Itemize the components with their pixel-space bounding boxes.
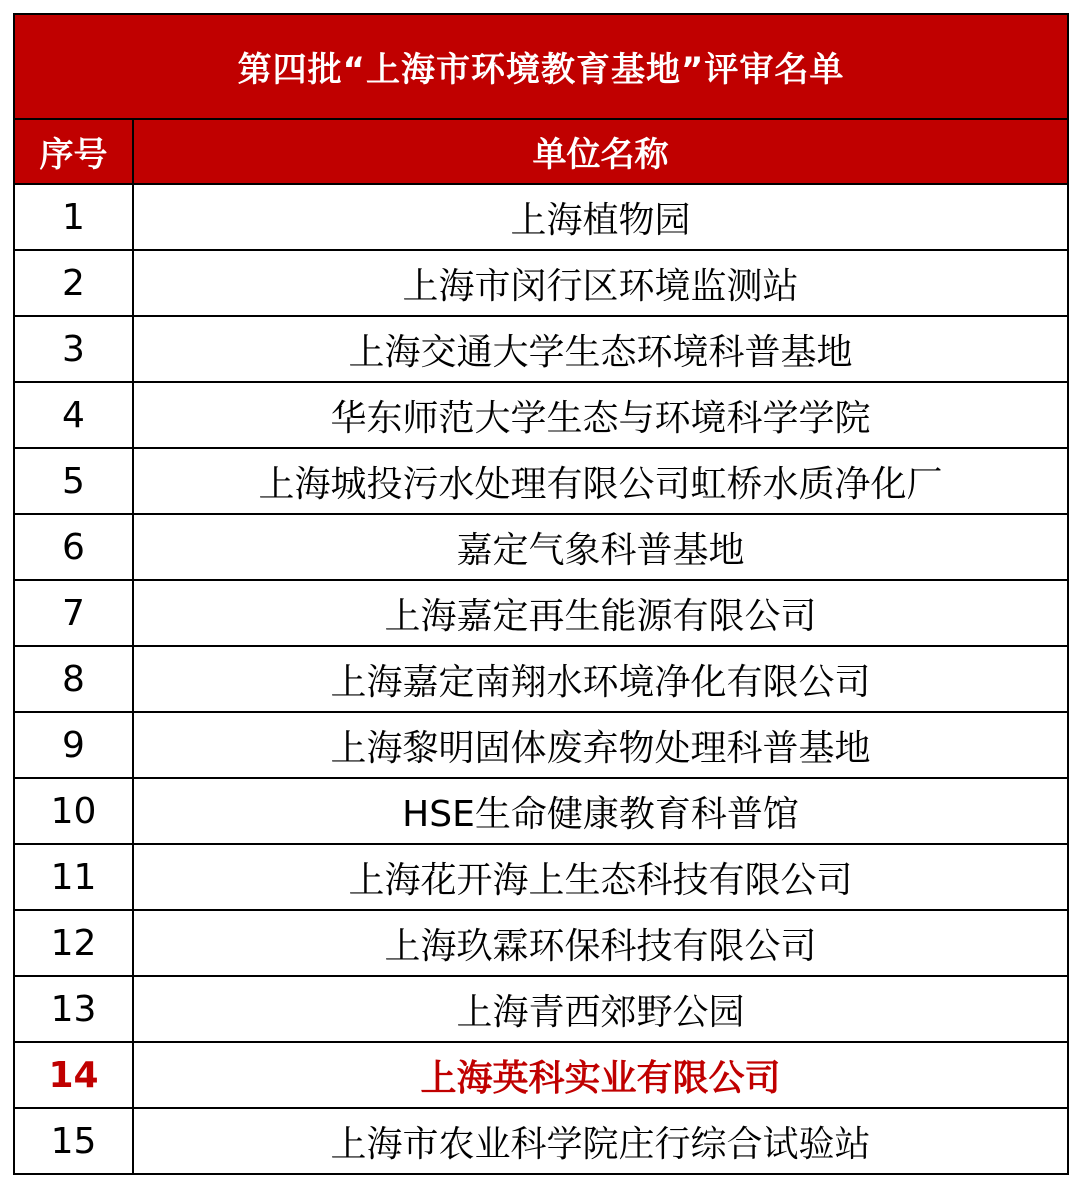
row-serial-number: 4 [14, 382, 133, 448]
row-unit-name: 上海城投污水处理有限公司虹桥水质净化厂 [133, 448, 1068, 514]
table-row [14, 646, 1068, 712]
table-row [14, 1108, 1068, 1174]
table-row [14, 976, 1068, 1042]
row-unit-name: 上海植物园 [133, 184, 1068, 250]
row-unit-name: 上海英科实业有限公司 [133, 1042, 1068, 1108]
row-serial-number: 14 [14, 1042, 133, 1108]
title-row [14, 14, 1068, 119]
row-serial-number: 3 [14, 316, 133, 382]
header-serial-number: 序号 [14, 119, 133, 184]
row-unit-name: 上海市农业科学院庄行综合试验站 [133, 1108, 1068, 1174]
row-serial-number: 12 [14, 910, 133, 976]
table-row [14, 514, 1068, 580]
table-row [14, 316, 1068, 382]
row-unit-name: 上海交通大学生态环境科普基地 [133, 316, 1068, 382]
header-unit-name: 单位名称 [133, 119, 1068, 184]
row-unit-name: 上海青西郊野公园 [133, 976, 1068, 1042]
table-row [14, 778, 1068, 844]
table-row [14, 382, 1068, 448]
row-serial-number: 8 [14, 646, 133, 712]
row-unit-name: 上海嘉定再生能源有限公司 [133, 580, 1068, 646]
row-serial-number: 10 [14, 778, 133, 844]
row-serial-number: 9 [14, 712, 133, 778]
table-title: 第四批“上海市环境教育基地”评审名单 [14, 14, 1068, 119]
row-unit-name: HSE生命健康教育科普馆 [133, 778, 1068, 844]
header-row [14, 119, 1068, 184]
row-serial-number: 1 [14, 184, 133, 250]
table-row [14, 712, 1068, 778]
table-row [14, 844, 1068, 910]
row-serial-number: 13 [14, 976, 133, 1042]
row-serial-number: 11 [14, 844, 133, 910]
row-unit-name: 上海黎明固体废弃物处理科普基地 [133, 712, 1068, 778]
row-unit-name: 上海市闵行区环境监测站 [133, 250, 1068, 316]
table-row [14, 250, 1068, 316]
row-serial-number: 7 [14, 580, 133, 646]
table-row [14, 580, 1068, 646]
table-row [14, 184, 1068, 250]
row-serial-number: 5 [14, 448, 133, 514]
evaluation-list-sheet [13, 13, 1067, 1175]
row-unit-name: 华东师范大学生态与环境科学学院 [133, 382, 1068, 448]
table-body [14, 184, 1068, 1174]
evaluation-list-table [13, 13, 1069, 1175]
row-unit-name: 上海嘉定南翔水环境净化有限公司 [133, 646, 1068, 712]
row-unit-name: 上海花开海上生态科技有限公司 [133, 844, 1068, 910]
row-serial-number: 15 [14, 1108, 133, 1174]
row-unit-name: 上海玖霖环保科技有限公司 [133, 910, 1068, 976]
table-row-highlighted [14, 1042, 1068, 1108]
row-serial-number: 2 [14, 250, 133, 316]
table-row [14, 448, 1068, 514]
row-unit-name: 嘉定气象科普基地 [133, 514, 1068, 580]
table-row [14, 910, 1068, 976]
row-serial-number: 6 [14, 514, 133, 580]
